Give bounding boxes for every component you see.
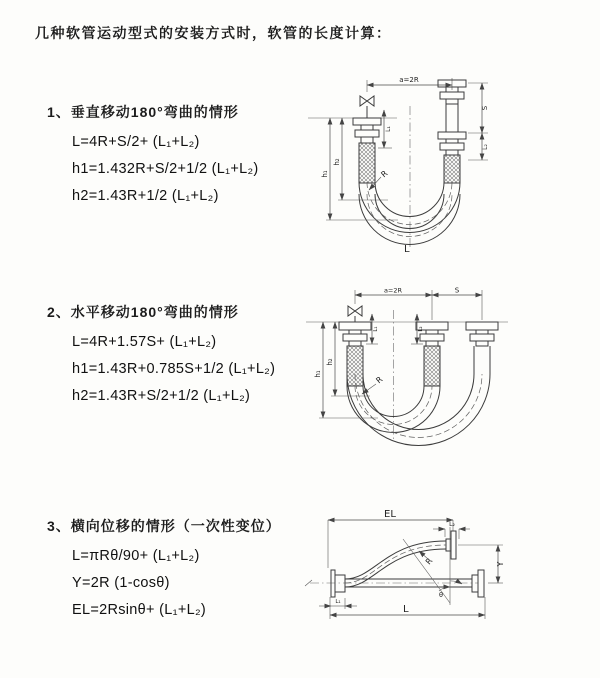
dim-label-theta: θ [439, 591, 443, 599]
right-flange-fitting-lower [438, 132, 466, 183]
hose-bend-arcs [359, 182, 460, 245]
diagram-vertical-180-bend [300, 70, 590, 260]
braided-hose-segment [424, 346, 440, 386]
formula-line: L=πRθ/90+ (L₁+L₂) [72, 548, 200, 564]
formula-line: h2=1.43R+S/2+1/2 (L₁+L₂) [72, 388, 251, 404]
dim-label-el: EL [384, 509, 396, 520]
dim-label-l1: L₁ [373, 326, 379, 332]
dimension-s [432, 287, 482, 321]
dimension-l1 [378, 110, 392, 148]
dim-label-h1: h₁ [321, 170, 329, 178]
dim-label-l: L [404, 244, 410, 255]
upper-flange-fitting-moved [446, 531, 456, 559]
dimension-l2 [482, 133, 489, 160]
dim-label-l2: L₂ [482, 144, 489, 150]
dim-label-s: S [481, 105, 489, 111]
braided-hose-segment [444, 155, 460, 183]
dimension-y [458, 545, 505, 583]
dim-label-h2: h₂ [333, 158, 341, 166]
diagram-horizontal-180-bend [298, 282, 595, 457]
dim-label-r: R [374, 374, 385, 386]
valve-icon [348, 306, 362, 322]
braided-hose-segment [359, 143, 375, 183]
formula-line: L=4R+1.57S+ (L₁+L₂) [72, 334, 217, 350]
dim-label-l: L [403, 604, 409, 615]
dimension-a2r [367, 76, 452, 92]
formula-line: L=4R+S/2+ (L₁+L₂) [72, 134, 200, 150]
angle-construction [403, 527, 462, 605]
formula-line: EL=2Rsinθ+ (L₁+L₂) [72, 602, 207, 618]
section-vertical-movement [47, 102, 312, 216]
dim-label-l1: L₁ [385, 126, 392, 132]
dim-label-a2r: a=2R [383, 286, 403, 295]
dim-label-a2r: a=2R [399, 76, 419, 84]
dim-label-l2: L₂ [449, 521, 455, 528]
diagram-lateral-displacement [300, 493, 600, 678]
dim-label-h1: h₁ [314, 370, 322, 378]
section-lateral-displacement [47, 516, 312, 630]
braided-hose-segment [347, 346, 363, 386]
hose-bend-arcs [347, 374, 490, 446]
dimension-el [328, 509, 453, 568]
section-2-heading: 2、水平移动180°弯曲的情形 [47, 304, 239, 320]
valve-icon [360, 96, 374, 118]
dim-label-s: S [454, 286, 460, 295]
dimension-l [330, 597, 485, 619]
section-3-heading: 3、横向位移的情形（一次性变位） [47, 518, 281, 534]
section-1-heading: 1、垂直移动180°弯曲的情形 [47, 104, 239, 120]
dimension-l1 [366, 314, 379, 344]
lower-flange-fitting-original [472, 570, 484, 597]
page-title: 几种软管运动型式的安装方式时，软管的长度计算： [35, 25, 392, 41]
left-flange-fitting [353, 118, 381, 183]
dimension-l1 [319, 598, 357, 609]
dim-label-r: R [379, 168, 390, 180]
section-horizontal-movement [47, 302, 312, 416]
dim-label-l2: L₂ [418, 326, 424, 332]
dim-label-r: R [423, 556, 435, 567]
dim-label-y: Y [496, 561, 505, 567]
formula-line: Y=2R (1-cosθ) [72, 575, 170, 591]
left-flange-fitting [331, 570, 345, 597]
right-flange-fitting-moved [466, 322, 498, 374]
formula-line: h1=1.432R+S/2+1/2 (L₁+L₂) [72, 161, 259, 177]
formula-line: h1=1.43R+0.785S+1/2 (L₁+L₂) [72, 361, 276, 377]
dim-label-l1: L₁ [335, 599, 341, 605]
formula-line: h2=1.43R+1/2 (L₁+L₂) [72, 188, 219, 204]
dim-label-h2: h₂ [326, 358, 334, 366]
dimension-l2 [411, 314, 424, 344]
